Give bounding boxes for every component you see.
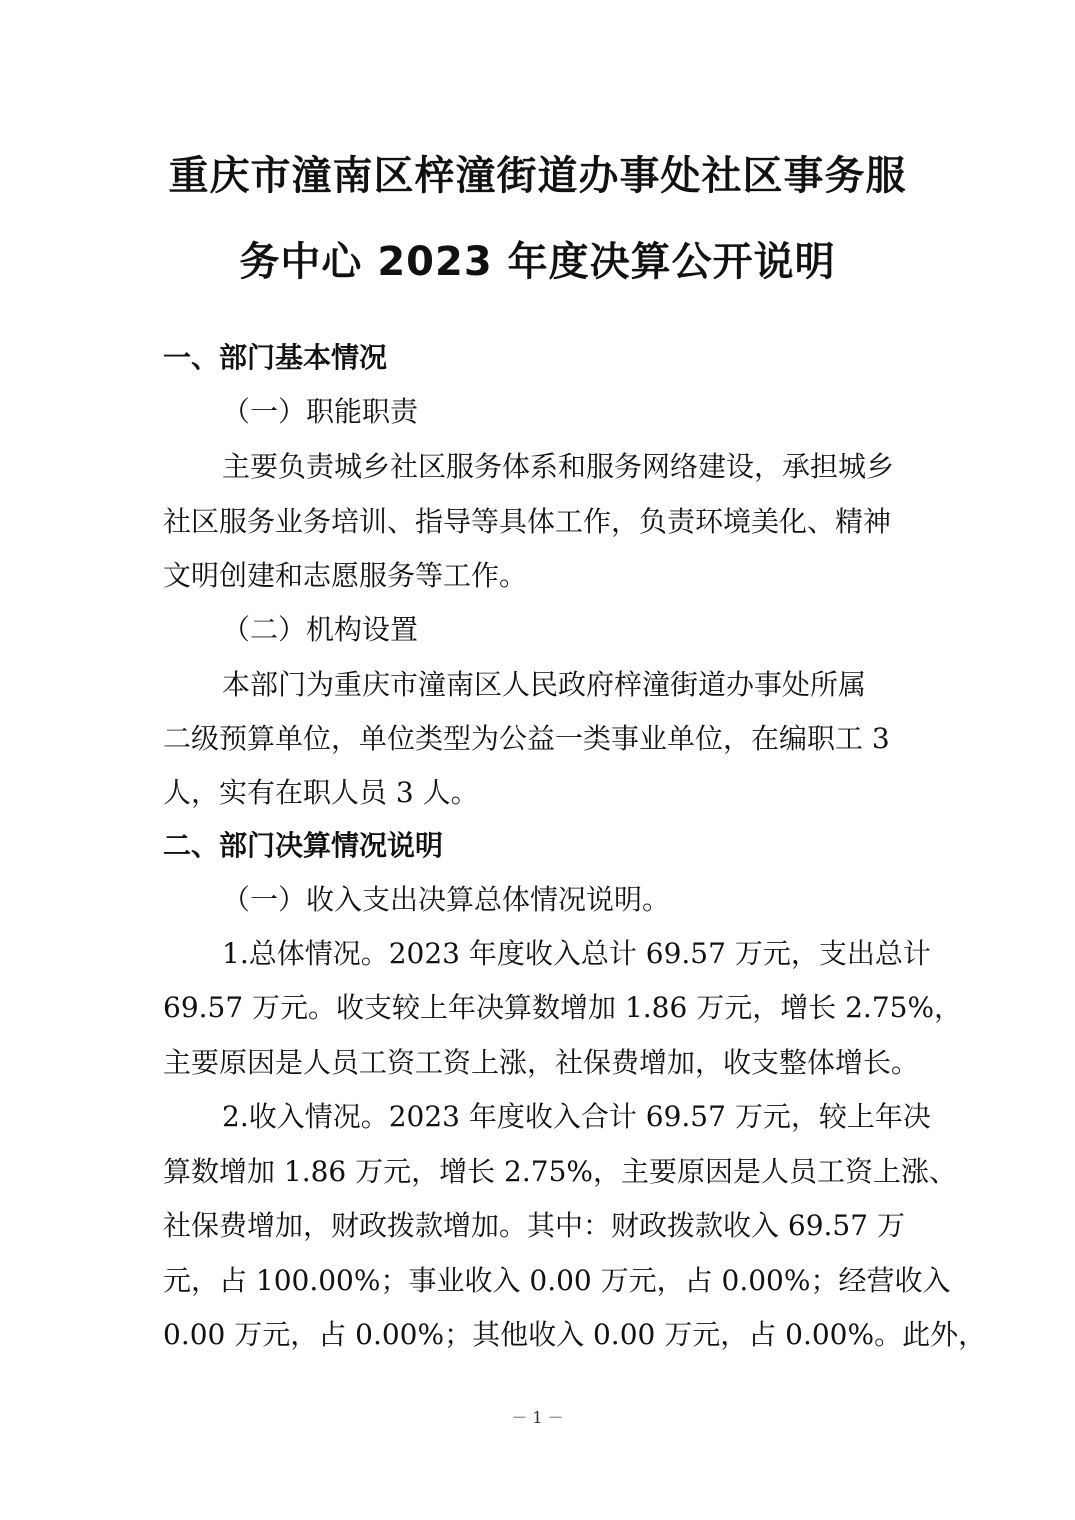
section-1-sub-1-heading: （一）职能职责 xyxy=(222,395,419,428)
section-2-sub-1-heading: （一）收入支出决算总体情况说明。 xyxy=(222,883,671,916)
paragraph-line: 0.00 万元，占 0.00%；其他收入 0.00 万元，占 0.00%。此外， xyxy=(163,1318,987,1351)
paragraph-line: 元，占 100.00%；事业收入 0.00 万元，占 0.00%；经营收入 xyxy=(163,1264,951,1297)
paragraph-line: 人，实有在职人员 3 人。 xyxy=(163,776,479,809)
paragraph-line: 社保费增加，财政拨款增加。其中：财政拨款收入 69.57 万 xyxy=(163,1209,905,1242)
section-1-heading: 一、部门基本情况 xyxy=(163,341,388,374)
section-1-sub-2-heading: （二）机构设置 xyxy=(222,613,419,646)
paragraph-line: 1.总体情况。2023 年度收入总计 69.57 万元，支出总计 xyxy=(222,937,931,970)
document-title-line-2: 务中心 2023 年度决算公开说明 xyxy=(239,239,836,285)
paragraph-line: 社区服务业务培训、指导等具体工作，负责环境美化、精神 xyxy=(163,505,892,538)
paragraph-line: 文明创建和志愿服务等工作。 xyxy=(163,559,528,592)
paragraph-line: 2.收入情况。2023 年度收入合计 69.57 万元，较上年决 xyxy=(222,1100,931,1133)
paragraph-line: 本部门为重庆市潼南区人民政府梓潼街道办事处所属 xyxy=(222,668,867,701)
section-2-heading: 二、部门决算情况说明 xyxy=(163,829,444,862)
page-number: － 1 － xyxy=(511,1408,564,1427)
paragraph-line: 二级预算单位，单位类型为公益一类事业单位，在编职工 3 xyxy=(163,722,890,755)
paragraph-line: 主要原因是人员工资工资上涨，社保费增加，收支整体增长。 xyxy=(163,1046,920,1079)
paragraph-line: 算数增加 1.86 万元，增长 2.75%，主要原因是人员工资上涨、 xyxy=(163,1155,957,1188)
paragraph-line: 69.57 万元。收支较上年决算数增加 1.86 万元，增长 2.75%， xyxy=(163,991,963,1024)
document-title-line-1: 重庆市潼南区梓潼街道办事处社区事务服 xyxy=(168,153,907,199)
paragraph-line: 主要负责城乡社区服务体系和服务网络建设，承担城乡 xyxy=(222,450,895,483)
